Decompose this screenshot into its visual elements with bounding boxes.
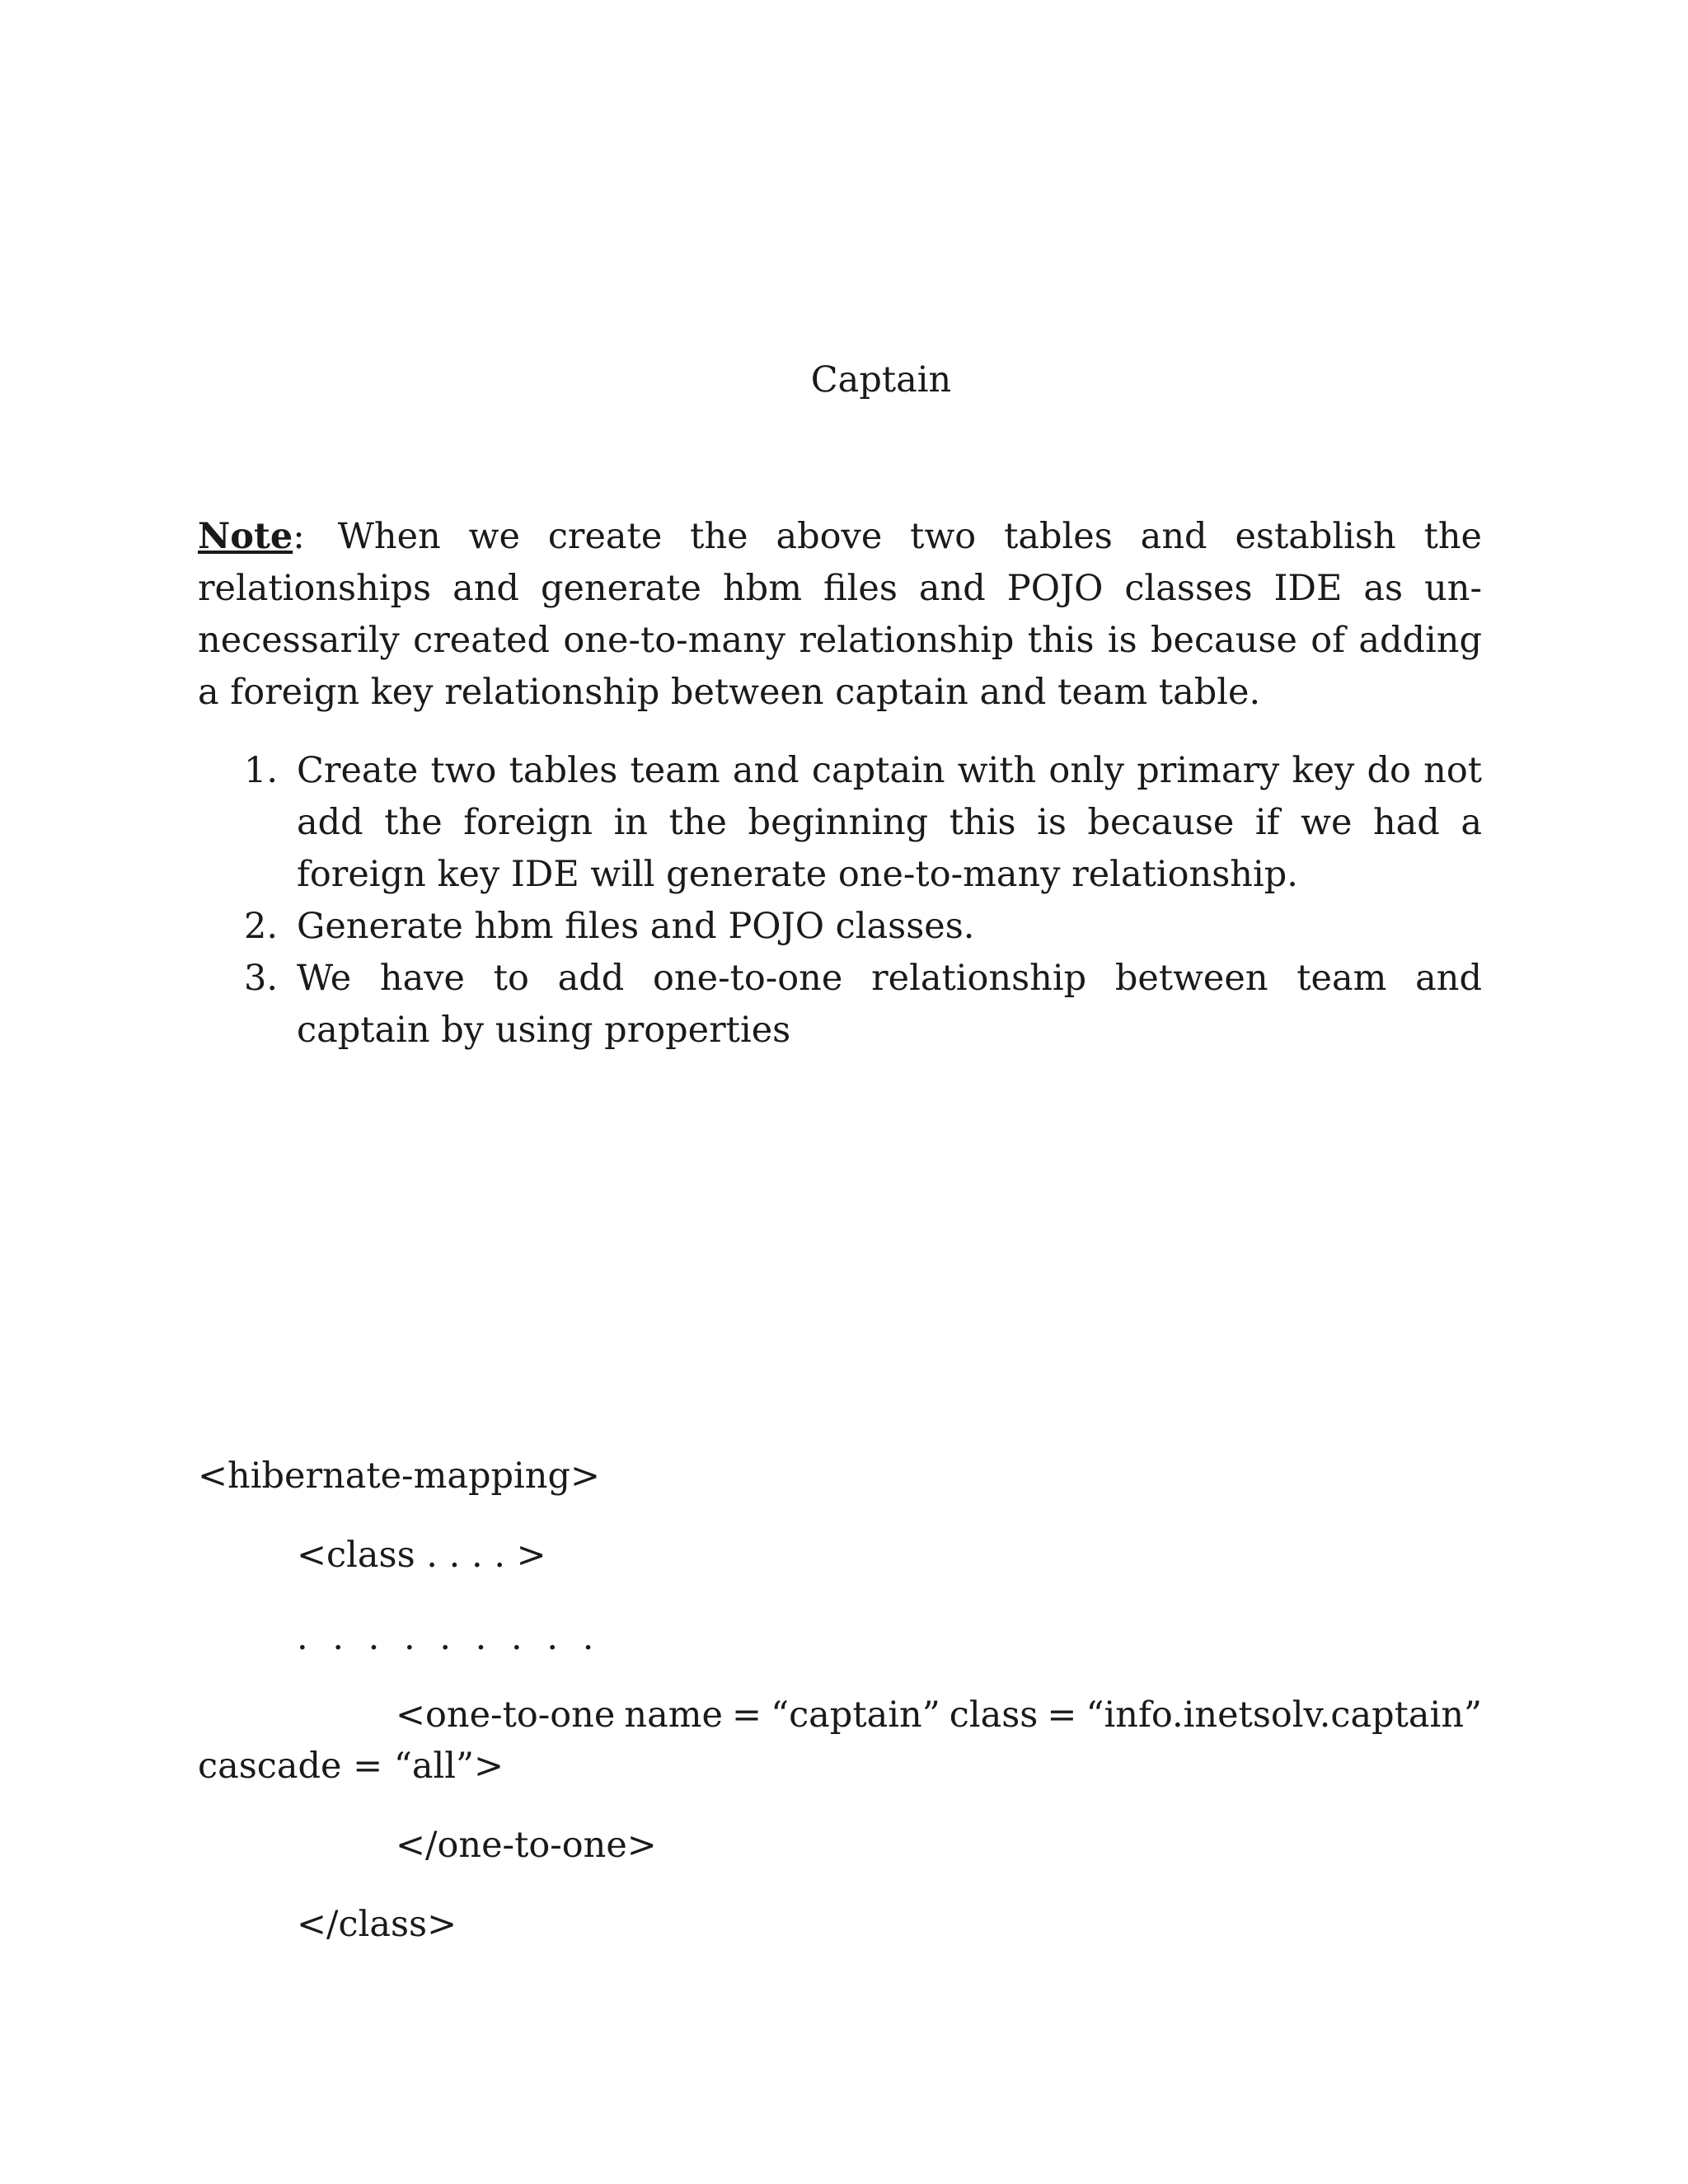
note-colon: : <box>293 516 305 557</box>
list-item <box>198 745 1482 901</box>
code-one-to-one <box>198 1690 1482 1792</box>
list-item-text: Create two tables team and captain with only primary key do not add the foreign in the beginning this is because if we had a foreign key IDE will generate one-to-many relationship. <box>297 750 1482 895</box>
list-item <box>198 901 1482 953</box>
code-token: “captain” <box>771 1694 940 1736</box>
code-class-close: </class> <box>297 1904 457 1945</box>
list-item-number: 2. <box>244 906 279 947</box>
code-one-to-one-line2: cascade = “all”> <box>198 1746 504 1787</box>
code-token: <one-to-one <box>396 1694 616 1736</box>
list-item-number: 3. <box>244 958 279 999</box>
code-token: = <box>732 1694 762 1736</box>
note-text: When we create the above two tables and establish the relationships and generate hbm files and POJO classes IDE as un-necessarily created one-to-many relationship this is because of adding a foreign key relationship between captain and team table. <box>198 516 1482 713</box>
code-mapping-open: <hibernate-mapping> <box>198 1455 601 1497</box>
code-one-to-one-line1 <box>198 1690 1482 1741</box>
code-token: name <box>624 1694 723 1736</box>
list-item-number: 1. <box>244 750 279 791</box>
page-heading: Captain <box>810 359 952 401</box>
note-label: Note <box>198 516 293 557</box>
list-item <box>198 953 1482 1057</box>
code-token: “info.inetsolv.captain” <box>1085 1694 1482 1736</box>
list-item-text: We have to add one-to-one relationship between team and captain by using properties <box>297 958 1482 1051</box>
code-class-open: <class . . . . > <box>297 1535 546 1576</box>
code-ellipsis: . . . . . . . . . <box>297 1617 601 1658</box>
code-token: class <box>949 1694 1039 1736</box>
code-token: = <box>1047 1694 1077 1736</box>
list-item-text: Generate hbm files and POJO classes. <box>297 906 975 947</box>
code-one-to-one-close: </one-to-one> <box>396 1825 657 1866</box>
steps-list <box>198 745 1482 1057</box>
note-paragraph <box>198 511 1482 719</box>
